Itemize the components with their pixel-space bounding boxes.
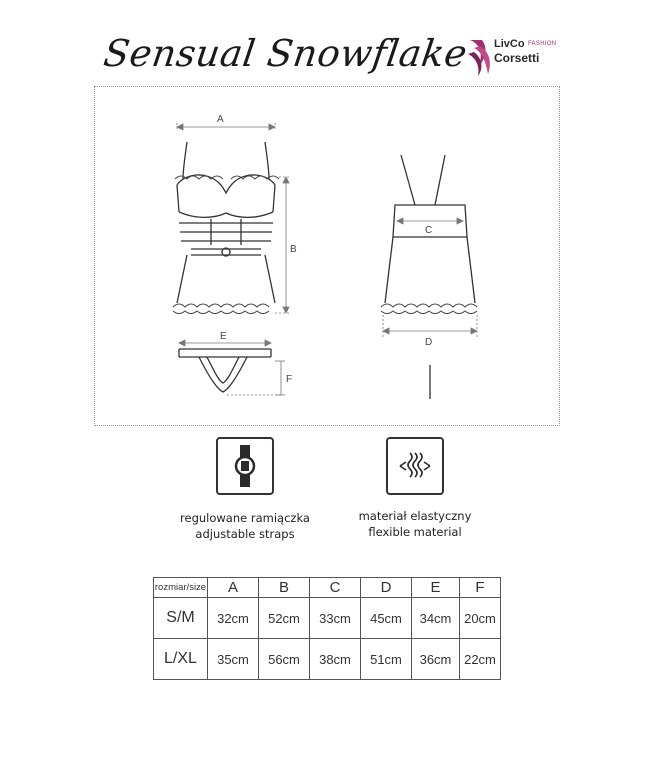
table-cell: 45cm	[361, 598, 412, 639]
column-header: C	[310, 578, 361, 598]
column-header: A	[208, 578, 259, 598]
product-title: Sensual Snowflake	[100, 32, 471, 75]
table-row	[154, 598, 501, 639]
table-cell: 22cm	[460, 639, 501, 680]
table-header-row	[154, 578, 501, 598]
feature-flexible-material	[325, 508, 505, 540]
adjustable-strap-icon	[216, 437, 274, 495]
feature-label-pl: materiał elastyczny	[358, 509, 472, 523]
feature-label-pl: regulowane ramiączka	[180, 511, 310, 525]
brand-swoosh-icon	[466, 34, 496, 80]
dimension-label-a: A	[217, 114, 224, 125]
table-row	[154, 639, 501, 680]
table-cell: 51cm	[361, 639, 412, 680]
size-table	[153, 577, 501, 680]
table-cell: 32cm	[208, 598, 259, 639]
feature-adjustable-straps	[155, 510, 335, 542]
garment-drawing	[95, 87, 561, 427]
table-cell: 20cm	[460, 598, 501, 639]
column-header: E	[412, 578, 460, 598]
brand-fashion-tag: FASHION	[528, 41, 557, 47]
column-header: B	[259, 578, 310, 598]
table-cell: 35cm	[208, 639, 259, 680]
table-cell: 38cm	[310, 639, 361, 680]
corner-label: rozmiar/size	[154, 578, 208, 598]
size-label: S/M	[154, 598, 208, 639]
column-header: F	[460, 578, 501, 598]
table-cell: 33cm	[310, 598, 361, 639]
flexible-material-icon	[386, 437, 444, 495]
size-label: L/XL	[154, 639, 208, 680]
dimension-label-c: C	[425, 225, 433, 236]
feature-label-en: flexible material	[368, 525, 462, 539]
dimension-label-d: D	[425, 337, 433, 348]
table-cell: 52cm	[259, 598, 310, 639]
brand-name-line2: Corsetti	[494, 51, 540, 65]
dimension-label-e: E	[220, 331, 227, 342]
table-cell: 56cm	[259, 639, 310, 680]
feature-label-en: adjustable straps	[195, 527, 295, 541]
dimension-label-b: B	[290, 244, 297, 255]
dimension-label-f: F	[286, 374, 293, 385]
brand-name-line1: LivCo	[494, 38, 525, 50]
measurement-diagram	[94, 86, 560, 426]
table-cell: 36cm	[412, 639, 460, 680]
brand-logo	[466, 34, 596, 80]
column-header: D	[361, 578, 412, 598]
table-cell: 34cm	[412, 598, 460, 639]
